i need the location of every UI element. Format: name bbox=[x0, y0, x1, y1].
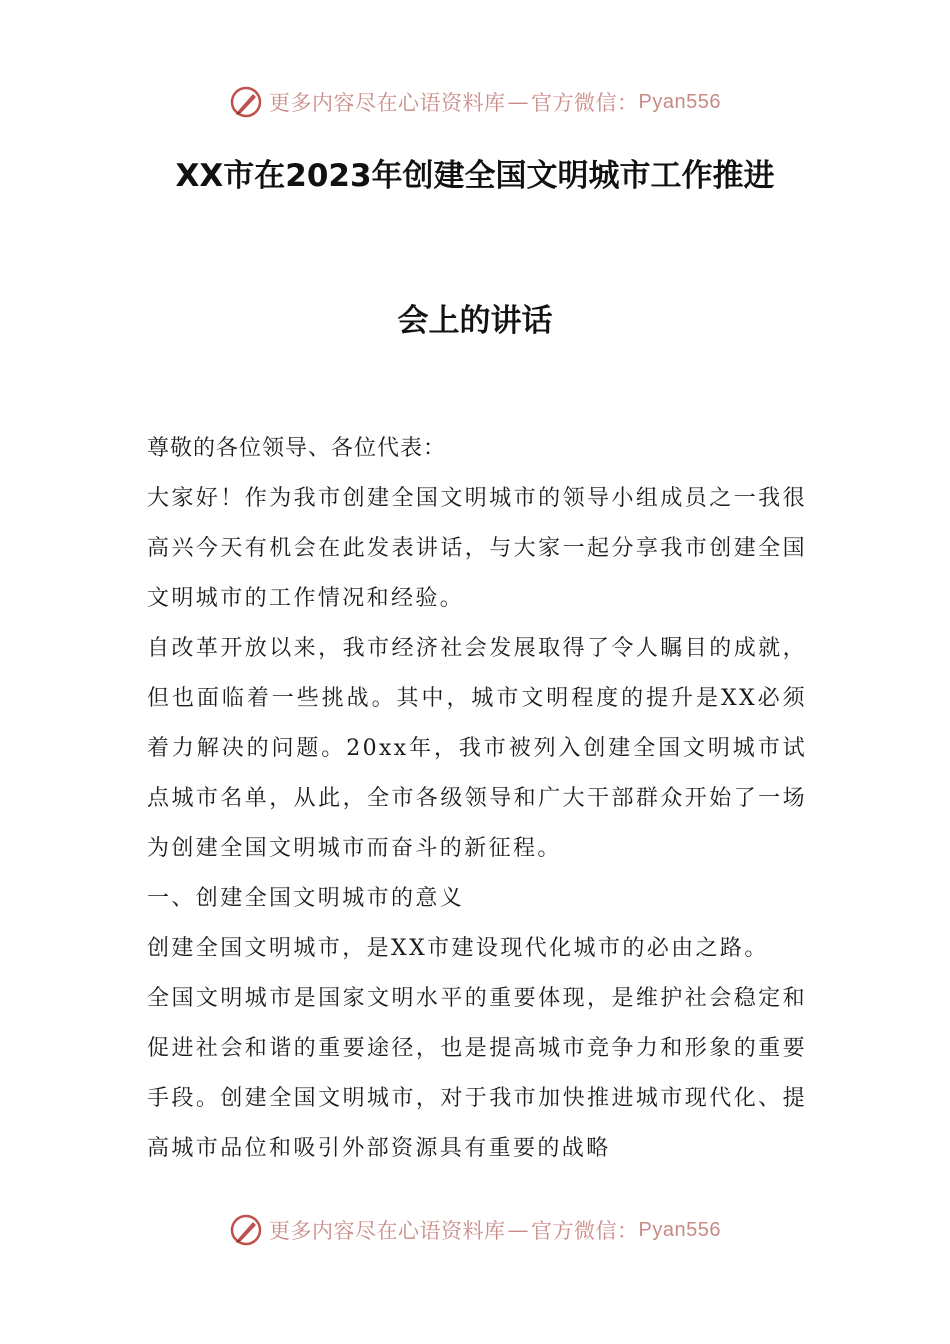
paragraph: 全国文明城市是国家文明水平的重要体现，是维护社会稳定和促进社会和谐的重要途径，也是提高城市竞争力和形象的重要手段。创建全国文明城市，对于我市加快推进城市现代化、提高城市品位和吸引外部资源具有重要的战略 bbox=[147, 986, 807, 1161]
document-title-line1: XX市在2023年创建全国文明城市工作推进 bbox=[175, 158, 775, 194]
document-title-line2: 会上的讲话 bbox=[397, 303, 553, 339]
pen-logo-icon bbox=[229, 85, 263, 119]
watermark-footer bbox=[0, 1210, 950, 1250]
paragraph: 创建全国文明城市，是XX市建设现代化城市的必由之路。 bbox=[147, 936, 769, 961]
pen-logo-icon bbox=[229, 1213, 263, 1247]
watermark-header bbox=[0, 82, 950, 122]
section-heading: 一、创建全国文明城市的意义 bbox=[147, 886, 465, 911]
watermark-wechat-id: Pyan556 bbox=[638, 1218, 721, 1241]
watermark-separator: — bbox=[507, 90, 530, 114]
paragraph: 大家好！作为我市创建全国文明城市的领导小组成员之一我很高兴今天有机会在此发表讲话，与大家一起分享我市创建全国文明城市的工作情况和经验。 bbox=[147, 486, 807, 611]
document-body bbox=[147, 424, 807, 1174]
watermark-label: 官方微信： bbox=[531, 91, 639, 115]
watermark-label: 官方微信： bbox=[531, 1219, 639, 1243]
watermark-text: 更多内容尽在心语资料库 bbox=[269, 1219, 506, 1243]
watermark-text: 更多内容尽在心语资料库 bbox=[269, 91, 506, 115]
paragraph: 自改革开放以来，我市经济社会发展取得了令人瞩目的成就，但也面临着一些挑战。其中，城市文明程度的提升是XX必须着力解决的问题。20xx年，我市被列入创建全国文明城市试点城市名单，从此，全市各级领导和广大干部群众开始了一场为创建全国文明城市而奋斗的新征程。 bbox=[147, 636, 807, 861]
salutation: 尊敬的各位领导、各位代表： bbox=[147, 436, 447, 461]
watermark-separator: — bbox=[507, 1218, 530, 1242]
watermark-wechat-id: Pyan556 bbox=[638, 90, 721, 113]
